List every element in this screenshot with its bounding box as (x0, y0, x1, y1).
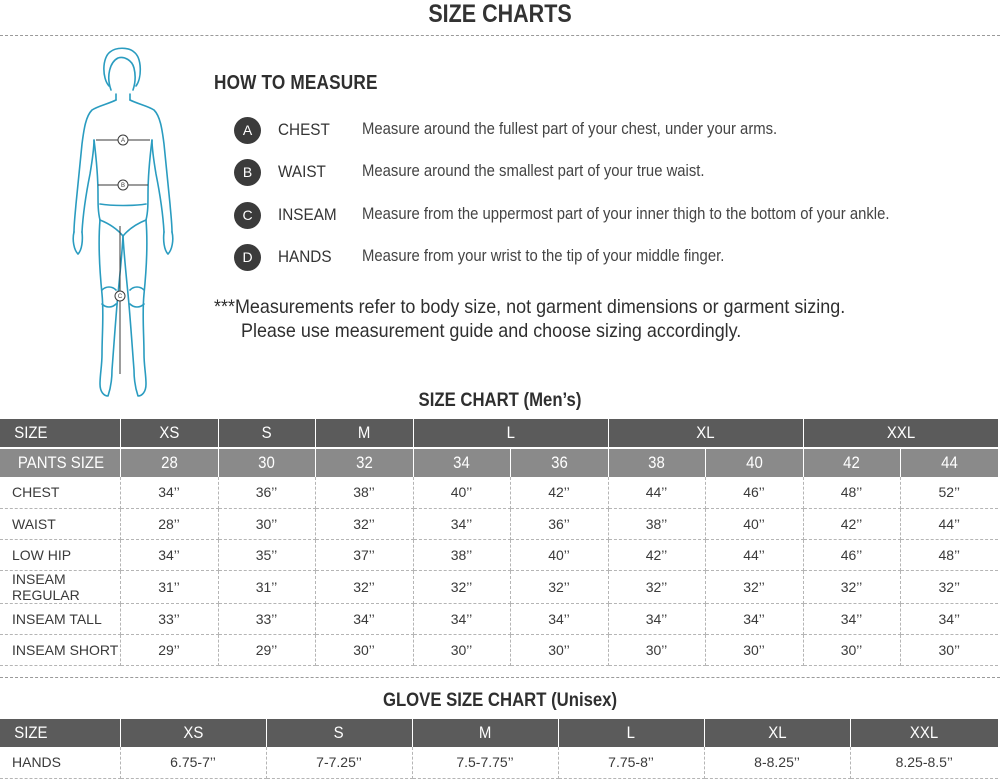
pants-size-cell: 30 (218, 448, 315, 477)
table-cell: 34’’ (803, 603, 900, 634)
measure-label: HANDS (278, 247, 332, 266)
measure-row-hands (234, 243, 974, 273)
measure-description: Measure from the uppermost part of your inner thigh to the bottom of your ankle. (362, 205, 890, 223)
table-row (0, 634, 998, 665)
row-label: WAIST (0, 508, 120, 539)
measurement-note-line1: ***Measurements refer to body size, not garment dimensions or garment sizing. (214, 296, 846, 318)
table-cell: 31’’ (120, 570, 218, 603)
how-to-measure-title: HOW TO MEASURE (214, 72, 378, 94)
table-cell: 30’’ (705, 634, 803, 665)
pants-size-cell: 38 (608, 448, 705, 477)
pants-size-cell: 34 (413, 448, 510, 477)
size-header-s: S (218, 419, 315, 448)
table-row (0, 747, 998, 778)
measure-row-waist (234, 158, 974, 188)
table-cell: 32’’ (608, 570, 705, 603)
glove-chart-title: GLOVE SIZE CHART (Unisex) (382, 690, 618, 711)
table-cell: 44’’ (705, 539, 803, 570)
table-cell: 31’’ (218, 570, 315, 603)
table-row (0, 603, 998, 634)
glove-header-l: L (558, 719, 704, 747)
table-cell: 30’’ (218, 508, 315, 539)
pants-size-cell: 28 (120, 448, 218, 477)
table-cell: 35’’ (218, 539, 315, 570)
table-cell: 30’’ (413, 634, 510, 665)
table-cell: 48’’ (803, 477, 900, 508)
title-divider (0, 35, 1000, 36)
table-cell: 30’’ (315, 634, 413, 665)
table-cell: 30’’ (803, 634, 900, 665)
table-cell: 8-8.25’’ (704, 747, 850, 778)
pants-size-cell: 42 (803, 448, 900, 477)
glove-header-xxl: XXL (850, 719, 998, 747)
pants-size-cell: 32 (315, 448, 413, 477)
table-cell: 44’’ (900, 508, 998, 539)
glove-header-m: M (412, 719, 558, 747)
glove-size-table (0, 719, 998, 779)
table-row (0, 570, 998, 603)
table-cell: 30’’ (510, 634, 608, 665)
measure-description: Measure from your wrist to the tip of your middle finger. (362, 247, 725, 265)
figure-marker-a: A (120, 138, 126, 144)
size-header-label: SIZE (0, 419, 120, 448)
table-cell: 29’’ (120, 634, 218, 665)
row-label: LOW HIP (0, 539, 120, 570)
table-cell: 46’’ (803, 539, 900, 570)
table-cell: 33’’ (120, 603, 218, 634)
table-cell: 32’’ (315, 508, 413, 539)
row-label: INSEAM REGULAR (0, 570, 120, 603)
measure-label: INSEAM (278, 205, 337, 224)
measure-description: Measure around the fullest part of your chest, under your arms. (362, 120, 778, 138)
badge-a: A (234, 117, 261, 144)
measure-row-chest (234, 116, 974, 146)
table-cell: 34’’ (120, 477, 218, 508)
pants-size-row (0, 448, 998, 477)
table-cell: 42’’ (510, 477, 608, 508)
table-cell: 40’’ (705, 508, 803, 539)
glove-header-s: S (266, 719, 412, 747)
pants-size-cell: 36 (510, 448, 608, 477)
pants-size-cell: 40 (705, 448, 803, 477)
table-cell: 6.75-7’’ (120, 747, 266, 778)
size-header-row (0, 419, 998, 448)
table-cell: 38’’ (413, 539, 510, 570)
table-cell: 8.25-8.5’’ (850, 747, 998, 778)
row-label: INSEAM SHORT (0, 634, 120, 665)
table-cell: 34’’ (510, 603, 608, 634)
badge-c: C (234, 202, 261, 229)
table-cell: 34’’ (120, 539, 218, 570)
badge-d: D (234, 244, 261, 271)
table-cell: 7.5-7.75’’ (412, 747, 558, 778)
table-cell: 36’’ (218, 477, 315, 508)
row-label: INSEAM TALL (0, 603, 120, 634)
table-cell: 36’’ (510, 508, 608, 539)
table-cell: 40’’ (413, 477, 510, 508)
measure-label: WAIST (278, 162, 326, 181)
table-cell: 32’’ (510, 570, 608, 603)
body-measurement-figure-icon (58, 44, 188, 406)
table-cell: 33’’ (218, 603, 315, 634)
table-cell: 40’’ (510, 539, 608, 570)
table-cell: 42’’ (608, 539, 705, 570)
row-label: HANDS (0, 747, 120, 778)
measure-label: CHEST (278, 120, 330, 139)
pants-size-label: PANTS SIZE (0, 448, 120, 477)
pants-size-cell: 44 (900, 448, 998, 477)
table-cell: 28’’ (120, 508, 218, 539)
badge-b: B (234, 159, 261, 186)
measurement-note-line2: Please use measurement guide and choose sizing accordingly. (241, 320, 742, 342)
mens-chart-title: SIZE CHART (Men’s) (418, 390, 582, 411)
table-cell: 34’’ (705, 603, 803, 634)
measure-description: Measure around the smallest part of your true waist. (362, 162, 705, 180)
page-title: SIZE CHARTS (428, 0, 572, 28)
row-label: CHEST (0, 477, 120, 508)
size-header-xl: XL (608, 419, 803, 448)
table-cell: 42’’ (803, 508, 900, 539)
table-cell: 34’’ (608, 603, 705, 634)
size-header-xxl: XXL (803, 419, 998, 448)
table-cell: 32’’ (803, 570, 900, 603)
table-row (0, 477, 998, 508)
table-row (0, 539, 998, 570)
table-cell: 46’’ (705, 477, 803, 508)
table-cell: 34’’ (413, 603, 510, 634)
glove-header-row (0, 719, 998, 747)
glove-header-label: SIZE (0, 719, 120, 747)
table-cell: 30’’ (608, 634, 705, 665)
size-header-l: L (413, 419, 608, 448)
table-cell: 44’’ (608, 477, 705, 508)
size-header-xs: XS (120, 419, 218, 448)
table-cell: 48’’ (900, 539, 998, 570)
measure-row-inseam (234, 201, 974, 231)
table-cell: 32’’ (315, 570, 413, 603)
table-cell: 7.75-8’’ (558, 747, 704, 778)
table-cell: 30’’ (900, 634, 998, 665)
table-cell: 37’’ (315, 539, 413, 570)
table-row (0, 508, 998, 539)
table-cell: 29’’ (218, 634, 315, 665)
glove-header-xl: XL (704, 719, 850, 747)
table-cell: 38’’ (608, 508, 705, 539)
figure-marker-b: B (120, 183, 126, 189)
glove-header-xs: XS (120, 719, 266, 747)
table-cell: 7-7.25’’ (266, 747, 412, 778)
table-cell: 38’’ (315, 477, 413, 508)
table-cell: 32’’ (900, 570, 998, 603)
table-cell: 34’’ (315, 603, 413, 634)
table-cell: 34’’ (900, 603, 998, 634)
table-cell: 32’’ (705, 570, 803, 603)
mens-size-table (0, 419, 998, 666)
table-cell: 52’’ (900, 477, 998, 508)
table-cell: 32’’ (413, 570, 510, 603)
figure-marker-c: C (117, 294, 123, 300)
section-divider (0, 677, 1000, 678)
size-header-m: M (315, 419, 413, 448)
table-cell: 34’’ (413, 508, 510, 539)
